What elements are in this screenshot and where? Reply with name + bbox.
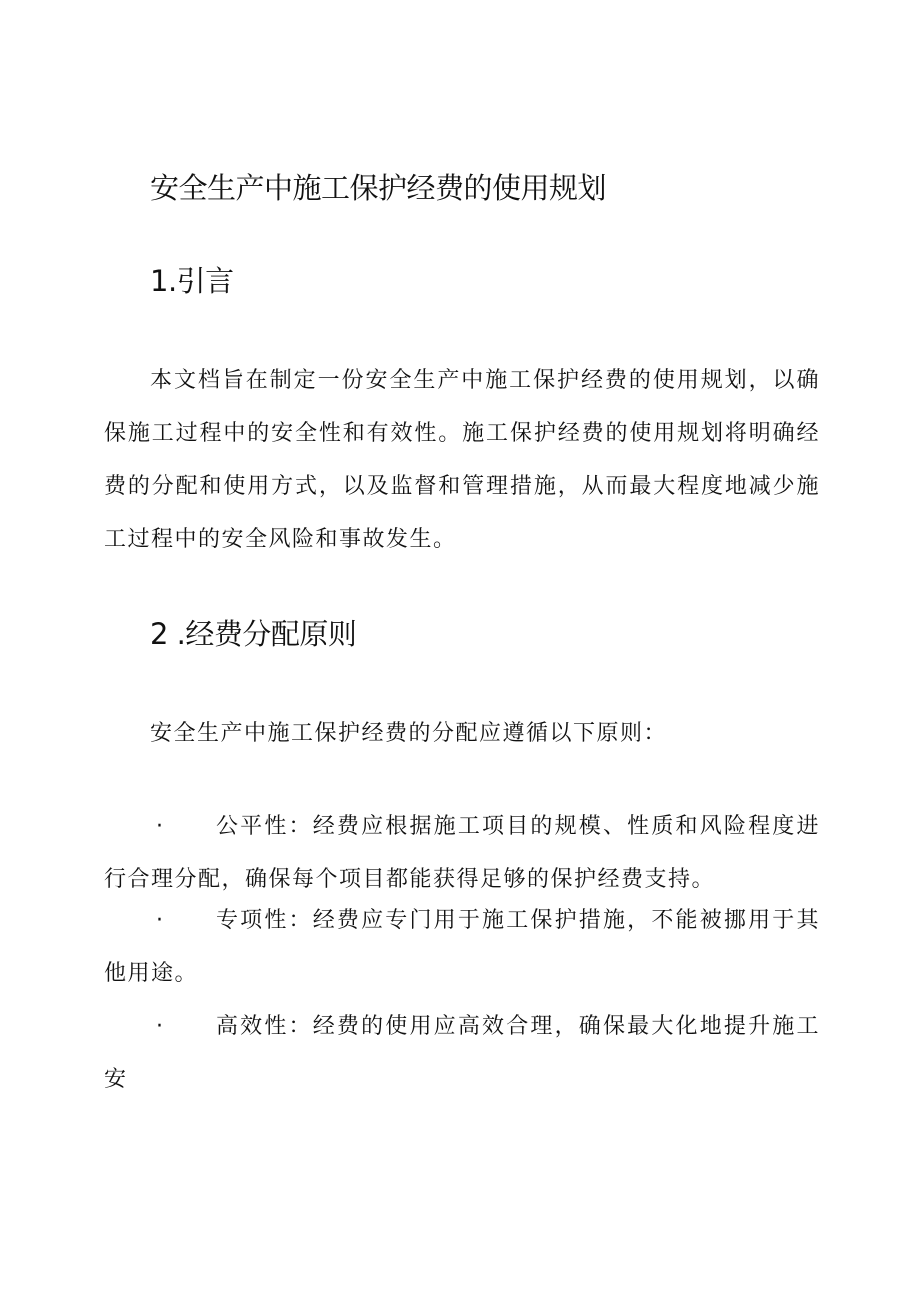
bullet-marker: · bbox=[156, 814, 165, 839]
document-title: 安全生产中施工保护经费的使用规划 bbox=[150, 171, 607, 205]
bullet-marker: · bbox=[156, 908, 165, 933]
list-item bbox=[104, 894, 820, 1000]
list-item bbox=[104, 1000, 820, 1106]
list-item-text: 高效性：经费的使用应高效合理，确保最大化地提升施工安 bbox=[104, 1014, 820, 1092]
introduction-paragraph: 本文档旨在制定一份安全生产中施工保护经费的使用规划，以确保施工过程中的安全性和有效性。施工保护经费的使用规划将明确经费的分配和使用方式，以及监督和管理措施，从而最大程度地减少施工过程中的安全风险和事故发生。 bbox=[104, 368, 820, 552]
bullet-marker: · bbox=[156, 1014, 165, 1039]
section-heading-introduction: 1.引言 bbox=[150, 264, 234, 298]
allocation-intro-paragraph: 安全生产中施工保护经费的分配应遵循以下原则： bbox=[150, 721, 668, 746]
list-item-text: 公平性：经费应根据施工项目的规模、性质和风险程度进行合理分配，确保每个项目都能获得足够的保护经费支持。 bbox=[104, 814, 820, 892]
list-item-text: 专项性：经费应专门用于施工保护措施，不能被挪用于其他用途。 bbox=[104, 908, 820, 986]
section-heading-allocation-principles: 2 .经费分配原则 bbox=[150, 617, 357, 651]
list-item bbox=[104, 800, 820, 906]
